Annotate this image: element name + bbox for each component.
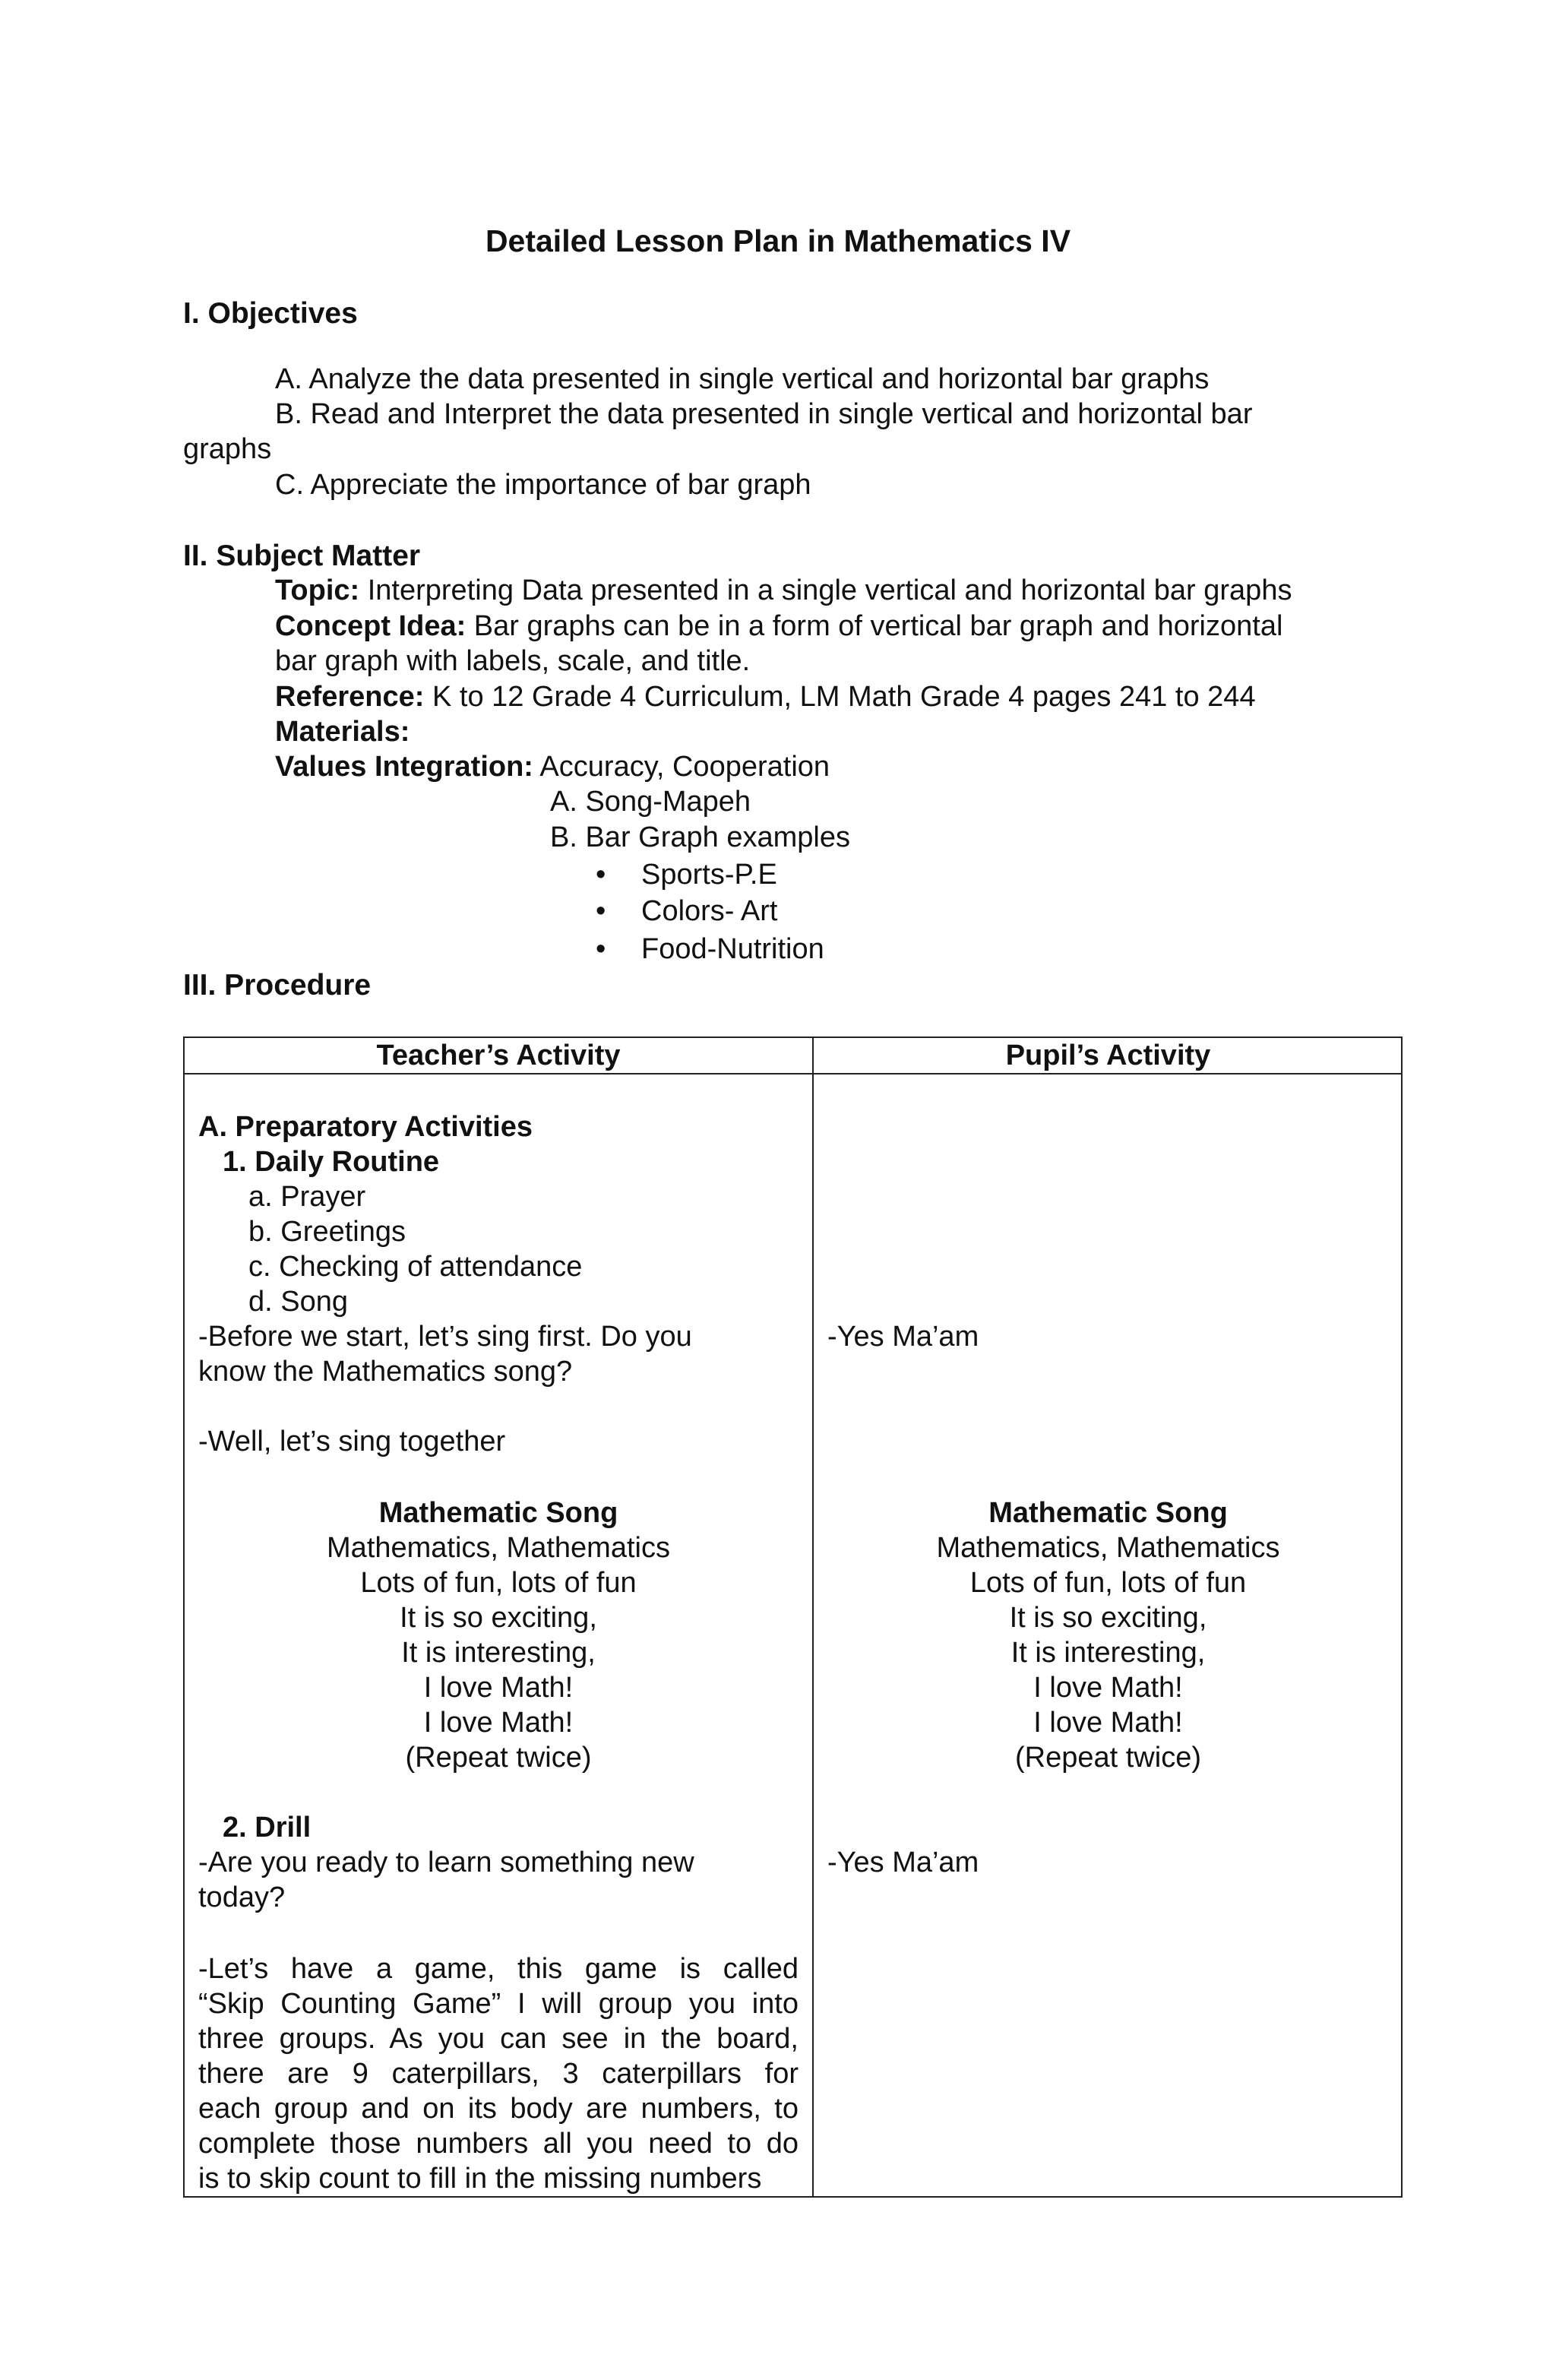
- procedure-heading: III. Procedure: [183, 969, 372, 1002]
- daily-routine-heading: 1. Daily Routine: [223, 1146, 440, 1178]
- routine-item: c. Checking of attendance: [248, 1251, 583, 1283]
- song-line: I love Math!: [423, 1672, 574, 1704]
- objectives-heading: I. Objectives: [183, 297, 358, 330]
- concept-line: [275, 610, 1282, 643]
- ready-line1: -Are you ready to learn something new: [198, 1847, 694, 1878]
- topic-value: Interpreting Data presented in a single vertical and horizontal bar graphs: [359, 574, 1292, 606]
- values-value: Accuracy, Cooperation: [533, 751, 830, 783]
- game-line: three groups. As you can see in the board,: [198, 2023, 799, 2055]
- game-line: there are 9 caterpillars, 3 caterpillars for: [198, 2058, 799, 2090]
- objective-b-line2: graphs: [183, 433, 272, 465]
- song-line: It is interesting,: [1010, 1637, 1206, 1669]
- concept-line2: bar graph with labels, scale, and title.: [275, 645, 751, 677]
- pupil-activity-header: Pupil’s Activity: [1005, 1040, 1211, 1071]
- bullet-item: • Colors- Art: [641, 895, 777, 928]
- material-b: B. Bar Graph examples: [550, 821, 850, 853]
- game-line: complete those numbers all you need to do: [198, 2128, 799, 2160]
- preparatory-heading: A. Preparatory Activities: [198, 1111, 533, 1143]
- song-line: It is interesting,: [401, 1637, 596, 1669]
- song-line: I love Math!: [1033, 1672, 1183, 1704]
- game-line: -Let’s have a game, this game is called: [198, 1953, 799, 1985]
- reference-line: [275, 681, 1256, 714]
- song-title-teacher: Mathematic Song: [378, 1497, 618, 1529]
- song-line: Lots of fun, lots of fun: [360, 1567, 637, 1599]
- sing-together: -Well, let’s sing together: [198, 1426, 506, 1457]
- pupil-response: -Yes Ma’am: [827, 1847, 979, 1878]
- song-title-pupil: Mathematic Song: [988, 1497, 1228, 1529]
- material-a: A. Song-Mapeh: [550, 786, 751, 818]
- document-title: Detailed Lesson Plan in Mathematics IV: [485, 223, 1071, 258]
- concept-value: Bar graphs can be in a form of vertical bar graph and horizontal: [466, 610, 1283, 642]
- procedure-table: [183, 1037, 1403, 2198]
- before-line2: know the Mathematics song?: [198, 1356, 573, 1388]
- pupil-response: -Yes Ma’am: [827, 1321, 979, 1353]
- objective-a: A. Analyze the data presented in single vertical and horizontal bar graphs: [275, 363, 1210, 395]
- materials-label: Materials:: [275, 716, 410, 748]
- topic-line: [275, 574, 1292, 607]
- game-line: each group and on its body are numbers, to: [198, 2093, 799, 2125]
- song-line: I love Math!: [1033, 1707, 1183, 1739]
- routine-item: b. Greetings: [248, 1216, 406, 1248]
- ready-line2: today?: [198, 1882, 286, 1913]
- teacher-activity-header: Teacher’s Activity: [376, 1040, 621, 1071]
- objective-c: C. Appreciate the importance of bar graph: [275, 469, 811, 501]
- values-line: [275, 751, 830, 783]
- song-line: Lots of fun, lots of fun: [969, 1567, 1247, 1599]
- song-line: It is so exciting,: [400, 1602, 597, 1634]
- routine-item: a. Prayer: [248, 1181, 366, 1213]
- subject-matter-heading: II. Subject Matter: [183, 540, 421, 572]
- concept-label: Concept Idea:: [275, 610, 466, 642]
- song-line: Mathematics, Mathematics: [936, 1532, 1280, 1564]
- reference-label: Reference:: [275, 681, 425, 713]
- song-line: (Repeat twice): [1015, 1742, 1201, 1774]
- drill-heading: 2. Drill: [223, 1812, 312, 1844]
- reference-value: K to 12 Grade 4 Curriculum, LM Math Grade 4 pages 241 to 244: [424, 681, 1256, 713]
- song-line: It is so exciting,: [1009, 1602, 1207, 1634]
- objective-b-line1: B. Read and Interpret the data presented in single vertical and horizontal bar: [275, 398, 1253, 430]
- bullet-item: • Food-Nutrition: [641, 933, 824, 966]
- song-line: Mathematics, Mathematics: [327, 1532, 670, 1564]
- game-line: is to skip count to fill in the missing numbers: [198, 2163, 762, 2195]
- game-line: “Skip Counting Game” I will group you into: [198, 1988, 799, 2020]
- bullet-item: • Sports-P.E: [641, 859, 777, 891]
- routine-item: d. Song: [248, 1286, 348, 1318]
- topic-label: Topic:: [275, 574, 360, 606]
- before-line1: -Before we start, let’s sing first. Do you: [198, 1321, 692, 1353]
- song-line: I love Math!: [423, 1707, 574, 1739]
- values-label: Values Integration:: [275, 751, 533, 783]
- song-line: (Repeat twice): [405, 1742, 592, 1774]
- header-divider: [185, 1073, 1401, 1074]
